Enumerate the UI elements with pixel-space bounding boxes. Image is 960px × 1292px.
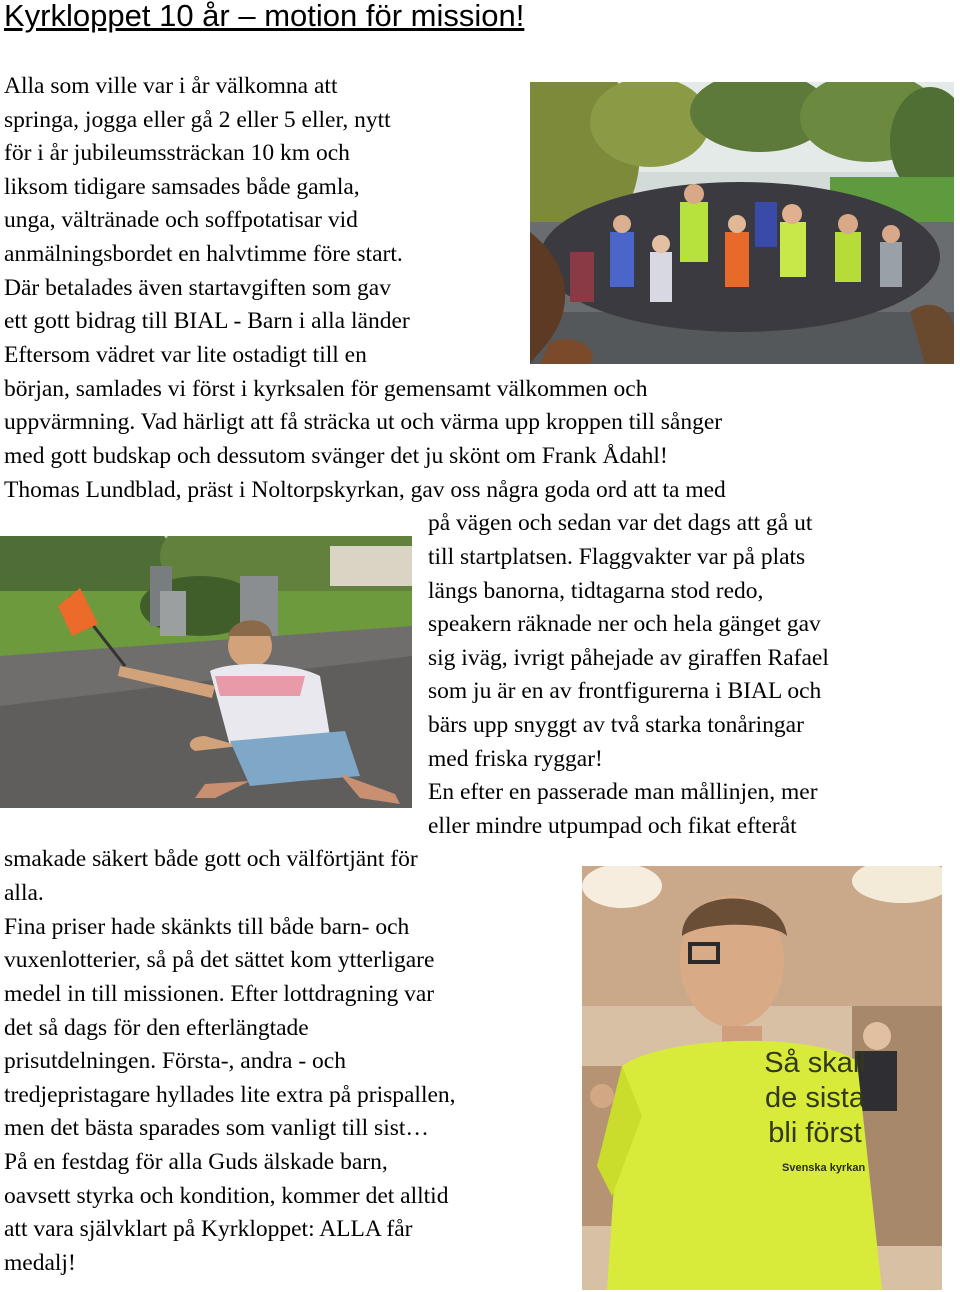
text-line: eller mindre utpumpad och fikat efteråt xyxy=(428,813,797,839)
text-line: det så dags för den efterlängtade xyxy=(4,1015,309,1041)
text-line: Där betalades även startavgiften som gav xyxy=(4,275,391,301)
text-line: unga, vältränade och soffpotatisar vid xyxy=(4,207,358,233)
text-line: sig iväg, ivrigt påhejade av giraffen Rafael xyxy=(428,645,829,671)
text-line: Alla som ville var i år välkomna att xyxy=(4,73,338,99)
text-line: prisutdelningen. Första-, andra - och xyxy=(4,1048,346,1074)
text-line: anmälningsbordet en halvtimme före start. xyxy=(4,241,403,267)
text-line: ett gott bidrag till BIAL - Barn i alla länder xyxy=(4,308,410,334)
text-line: medel in till missionen. Efter lottdragning var xyxy=(4,981,435,1007)
text-line: springa, jogga eller gå 2 eller 5 eller, nytt xyxy=(4,107,391,133)
runners-start-photo xyxy=(530,82,954,364)
text-line: början, samlades vi först i kyrksalen för gemensamt välkommen och xyxy=(4,376,648,402)
text-line: som ju är en av frontfigurerna i BIAL och xyxy=(428,678,822,704)
shirt-print-line: bli först xyxy=(768,1117,862,1149)
shirt-print xyxy=(750,1046,880,1151)
text-line: tredjepristagare hyllades lite extra på prispallen, xyxy=(4,1082,456,1108)
article-title: Kyrkloppet 10 år – motion för mission! xyxy=(4,0,525,33)
shirt-print-line: Så skall xyxy=(764,1047,866,1079)
text-line: längs banorna, tidtagarna stod redo, xyxy=(428,578,764,604)
text-line: med gott budskap och dessutom svänger det ju skönt om Frank Ådahl! xyxy=(4,443,668,469)
text-line: vuxenlotterier, så på det sättet kom ytterligare xyxy=(4,947,435,973)
text-line: speakern räknade ner och hela gänget gav xyxy=(428,611,821,637)
text-line: smakade säkert både gott och välförtjänt för xyxy=(4,846,418,872)
text-line: En efter en passerade man mållinjen, mer xyxy=(428,779,818,805)
text-line: Fina priser hade skänkts till både barn- och xyxy=(4,914,410,940)
yellow-shirt-photo xyxy=(582,866,942,1290)
shirt-print-line: de sista xyxy=(765,1082,865,1114)
text-line: bärs upp snyggt av två starka tonåringar xyxy=(428,712,804,738)
shirt-logo: Svenska kyrkan xyxy=(782,1162,866,1174)
text-line: med friska ryggar! xyxy=(428,746,603,772)
text-line: Eftersom vädret var lite ostadigt till en xyxy=(4,342,367,368)
flag-guard-photo xyxy=(0,536,412,808)
text-line: medalj! xyxy=(4,1250,76,1276)
text-line: liksom tidigare samsades både gamla, xyxy=(4,174,360,200)
text-line: oavsett styrka och kondition, kommer det alltid xyxy=(4,1183,449,1209)
text-line: uppvärmning. Vad härligt att få sträcka ut och värma upp kroppen till sånger xyxy=(4,409,723,435)
text-line: till startplatsen. Flaggvakter var på plats xyxy=(428,544,806,570)
text-line: för i år jubileumssträckan 10 km och xyxy=(4,140,350,166)
text-line: på vägen och sedan var det dags att gå ut xyxy=(428,510,813,536)
text-line: Thomas Lundblad, präst i Noltorpskyrkan, gav oss några goda ord att ta med xyxy=(4,477,726,503)
text-line: men det bästa sparades som vanligt till sist… xyxy=(4,1115,429,1141)
text-line: På en festdag för alla Guds älskade barn, xyxy=(4,1149,388,1175)
text-line: alla. xyxy=(4,880,44,906)
text-line: att vara självklart på Kyrkloppet: ALLA får xyxy=(4,1216,413,1242)
